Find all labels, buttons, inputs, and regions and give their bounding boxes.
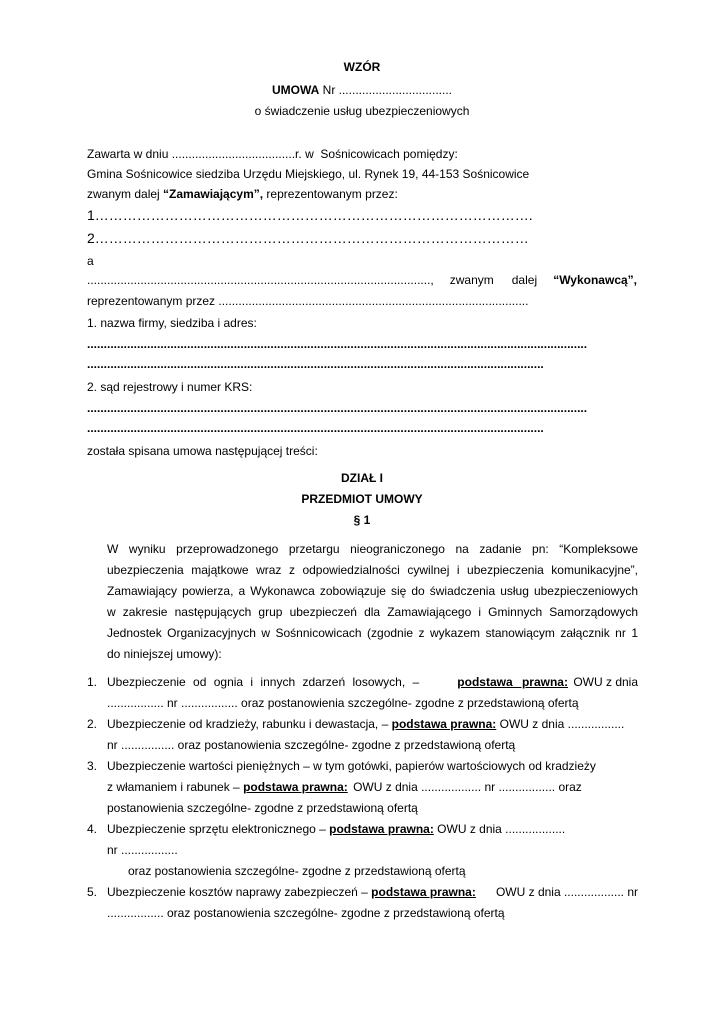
item-2-line-2: nr ................ oraz postanowienia szczególne- zgodne z przedstawioną ofertą: [107, 738, 516, 752]
firm-dots-1: ......................................................................................................................................................: [87, 337, 588, 351]
firm-label: 1. nazwa firmy, siedziba i adres:: [87, 316, 257, 330]
item-4-number: 4.: [87, 822, 98, 836]
krs-dots-2: .........................................................................................................................................: [87, 421, 544, 435]
item-1-owu: OWU z dnia: [569, 675, 638, 689]
paragraph1-line-4: w zakresie następujących grup ubezpieczeń dla Zamawiającego i Gminnych Samorządowych: [107, 605, 638, 619]
item-5-legal-basis: podstawa prawna:: [371, 885, 476, 899]
zamawiajacy-prefix: zwanym dalej: [87, 187, 164, 201]
item-3-line-2: [107, 780, 638, 794]
intro-date-line: Zawarta w dniu .....................................r. w Sośnicowicach pomiędzy:: [87, 147, 458, 161]
contractor-word-zwanym: zwanym: [449, 273, 494, 287]
item-4-text: Ubezpieczenie sprzętu elektronicznego –: [107, 822, 330, 836]
paragraph1-line-3: Zamawiający powierza, a Wykonawca zobowiązuje się do świadczenia usług ubezpieczeniowych: [107, 584, 638, 598]
contractor-dots: .......................................................................................................,: [87, 273, 434, 287]
item-1-line-1: [107, 675, 638, 689]
paragraph1-line-2: ubezpieczenia majątkowe wraz z odpowiedzialności cywilnej i ubezpieczenia komunikacyjne”,: [107, 563, 638, 577]
item-3-legal-basis: podstawa prawna:: [243, 780, 348, 794]
zamawiajacy-suffix: reprezentowanym przez:: [263, 187, 398, 201]
item-2-owu: OWU z dnia .................: [496, 717, 625, 731]
closing-line: została spisana umowa następującej treści:: [87, 444, 318, 458]
item-3-text: z włamaniem i rabunek –: [107, 780, 244, 794]
item-1-text: Ubezpieczenie od ognia i innych zdarzeń losowych, –: [107, 675, 427, 689]
paragraph1-line-1: W wyniku przeprowadzonego przetargu nieograniczonego na zadanie pn: “Kompleksowe: [107, 542, 638, 556]
item-3-line-1: Ubezpieczenie wartości pieniężnych – w tym gotówki, papierów wartościowych od kradzieży: [107, 759, 596, 773]
paragraph-mark: § 1: [353, 513, 371, 527]
item-1-line-2: ................. nr ................. oraz postanowienia szczególne- zgodne z przedstawioną ofertą: [107, 696, 579, 710]
zamawiajacy-label: “Zamawiającym”,: [163, 187, 264, 201]
representative-2: 2…………………………………………………………………………………: [87, 230, 529, 246]
item-4-legal-basis: podstawa prawna:: [329, 822, 434, 836]
item-2-legal-basis: podstawa prawna:: [391, 717, 497, 731]
section-title: PRZEDMIOT UMOWY: [301, 492, 423, 506]
umowa-label: UMOWA: [271, 83, 320, 97]
doc-label-wzor: WZÓR: [343, 60, 381, 74]
item-3-line-3: postanowienia szczególne- zgodne z przedstawioną ofertą: [107, 801, 418, 815]
item-5-number: 5.: [87, 885, 98, 899]
intro-gmina-line: Gmina Sośnicowice siedziba Urzędu Miejskiego, ul. Rynek 19, 44-153 Sośnicowice: [87, 167, 530, 181]
conjunction-a: a: [87, 254, 94, 268]
representative-1: 1………………………………………………………………………………….: [87, 207, 533, 223]
item-5-text: Ubezpieczenie kosztów naprawy zabezpieczeń –: [107, 885, 372, 899]
paragraph1-line-6: do niniejszej umowy):: [107, 647, 222, 661]
item-1-legal-basis: podstawa prawna:: [457, 675, 568, 689]
item-3-number: 3.: [87, 759, 98, 773]
section-dzial: DZIAŁ I: [341, 471, 383, 485]
item-4-owu: OWU z dnia ..................: [433, 822, 566, 836]
item-2-number: 2.: [87, 717, 98, 731]
item-5-line-1: [107, 885, 638, 899]
item-1-number: 1.: [87, 675, 98, 689]
intro-zamawiajacy-line: [87, 187, 398, 201]
item-2-line-1: [107, 717, 624, 731]
krs-dots-1: ......................................................................................................................................................: [87, 401, 588, 415]
item-4-line-2: nr .................: [107, 843, 178, 857]
contractor-word-dalej: dalej: [511, 273, 538, 287]
item-5-line-2: ................. oraz postanowienia szczególne- zgodne z przedstawioną ofertą: [107, 906, 505, 920]
krs-label: 2. sąd rejestrowy i numer KRS:: [87, 380, 253, 394]
umowa-number: Nr ..................................: [319, 83, 452, 97]
item-3-owu: OWU z dnia .................. nr ................. oraz: [349, 780, 582, 794]
wykonawca-label: “Wykonawcą”,: [553, 273, 637, 287]
item-2-text: Ubezpieczenie od kradzieży, rabunku i dewastacja, –: [107, 717, 392, 731]
represented-by-line: reprezentowanym przez .............................................................................................: [87, 294, 529, 308]
firm-dots-2: .........................................................................................................................................: [87, 357, 544, 371]
contract-subtitle: o świadczenie usług ubezpieczeniowych: [254, 104, 470, 118]
item-4-line-3: oraz postanowienia szczególne- zgodne z przedstawioną ofertą: [128, 864, 466, 878]
item-5-owu: OWU z dnia .................. nr: [492, 885, 638, 899]
contractor-line: [87, 273, 637, 287]
contract-number-line: [0, 83, 724, 97]
paragraph1-line-5: Jednostek Organizacyjnych w Sośnnicowicach (zgodnie z wykazem stanowiącym załącznik nr 1: [107, 626, 638, 640]
item-4-line-1: [107, 822, 565, 836]
